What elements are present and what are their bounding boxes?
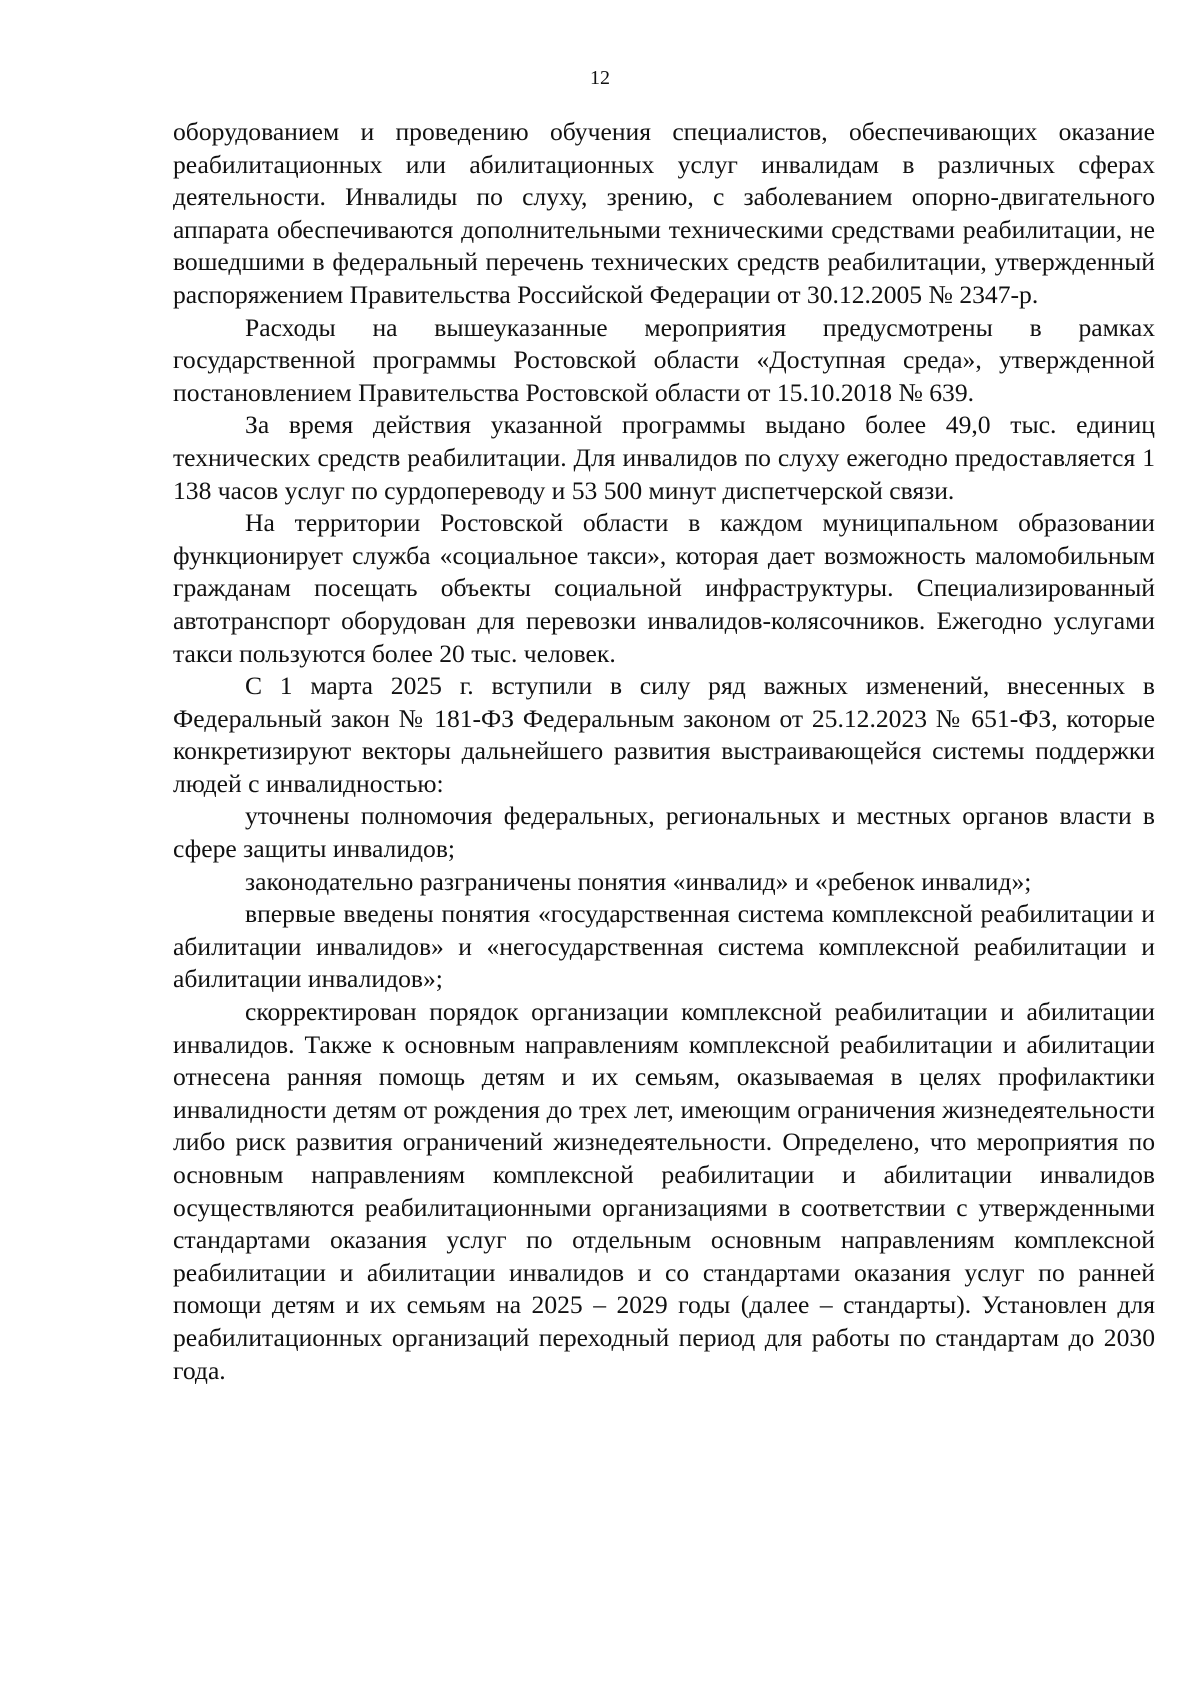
list-item-definitions: законодательно разграничены понятия «инвалид» и «ребенок инвалид»; bbox=[245, 866, 1032, 896]
paragraph-expenses: Расходы на вышеуказанные мероприятия предусмотрены в рамках государственной программы Ростовской области «Доступная среда», утвержденной постановлением Правительства Ростовской области от 15.10.2018 № 639. bbox=[173, 312, 1155, 407]
body-text bbox=[173, 116, 1155, 1387]
paragraph-continuation: оборудованием и проведению обучения специалистов, обеспечивающих оказание реабилитационных или абилитационных услуг инвалидам в различных сферах деятельности. Инвалиды по слуху, зрению, с заболеванием опорно-двигательного аппарата обеспечиваются дополнительными техническими средствами реабилитации, не вошедшими в федеральный перечень технических средств реабилитации, утвержденный распоряжением Правительства Российской Федерации от 30.12.2005 № 2347-р. bbox=[173, 117, 1155, 309]
page-number: 12 bbox=[590, 67, 610, 89]
list-item-authorities: уточнены полномочия федеральных, региональных и местных органов власти в сфере защиты инвалидов; bbox=[173, 801, 1155, 864]
list-item-rehabilitation-order: скорректирован порядок организации комплексной реабилитации и абилитации инвалидов. Также к основным направлениям комплексной реабилитации и абилитации отнесена ранняя помощь детям и их семьям, оказываемая в целях профилактики инвалидности детям от рождения до трех лет, имеющим ограничения жизнедеятельности либо риск развития ограничений жизнедеятельности. Определено, что мероприятия по основным направлениям комплексной реабилитации и абилитации инвалидов осуществляются реабилитационными организациями в соответствии с утвержденными стандартами оказания услуг по отдельным основным направлениям комплексной реабилитации и абилитации инвалидов и со стандартами оказания услуг по ранней помощи детям и их семьям на 2025 – 2029 годы (далее – стандарты). Установлен для реабилитационных организаций переходный период для работы по стандартам до 2030 года. bbox=[173, 997, 1155, 1385]
paragraph-program-results: За время действия указанной программы выдано более 49,0 тыс. единиц технических средств реабилитации. Для инвалидов по слуху ежегодно предоставляется 1 138 часов услуг по сурдопереводу и 53 500 минут диспетчерской связи. bbox=[173, 410, 1155, 505]
paragraph-law-changes: С 1 марта 2025 г. вступили в силу ряд важных изменений, внесенных в Федеральный закон № 181-ФЗ Федеральным законом от 25.12.2023 № 651-ФЗ, которые конкретизируют векторы дальнейшего развития выстраивающейся системы поддержки людей с инвалидностью: bbox=[173, 671, 1155, 798]
paragraph-social-taxi: На территории Ростовской области в каждом муниципальном образовании функционирует служба «социальное такси», которая дает возможность маломобильным гражданам посещать объекты социальной инфраструктуры. Специализированный автотранспорт оборудован для перевозки инвалидов-колясочников. Ежегодно услугами такси пользуются более 20 тыс. человек. bbox=[173, 508, 1155, 668]
list-item-state-system: впервые введены понятия «государственная система комплексной реабилитации и абилитации инвалидов» и «негосударственная система комплексной реабилитации и абилитации инвалидов»; bbox=[173, 899, 1155, 994]
